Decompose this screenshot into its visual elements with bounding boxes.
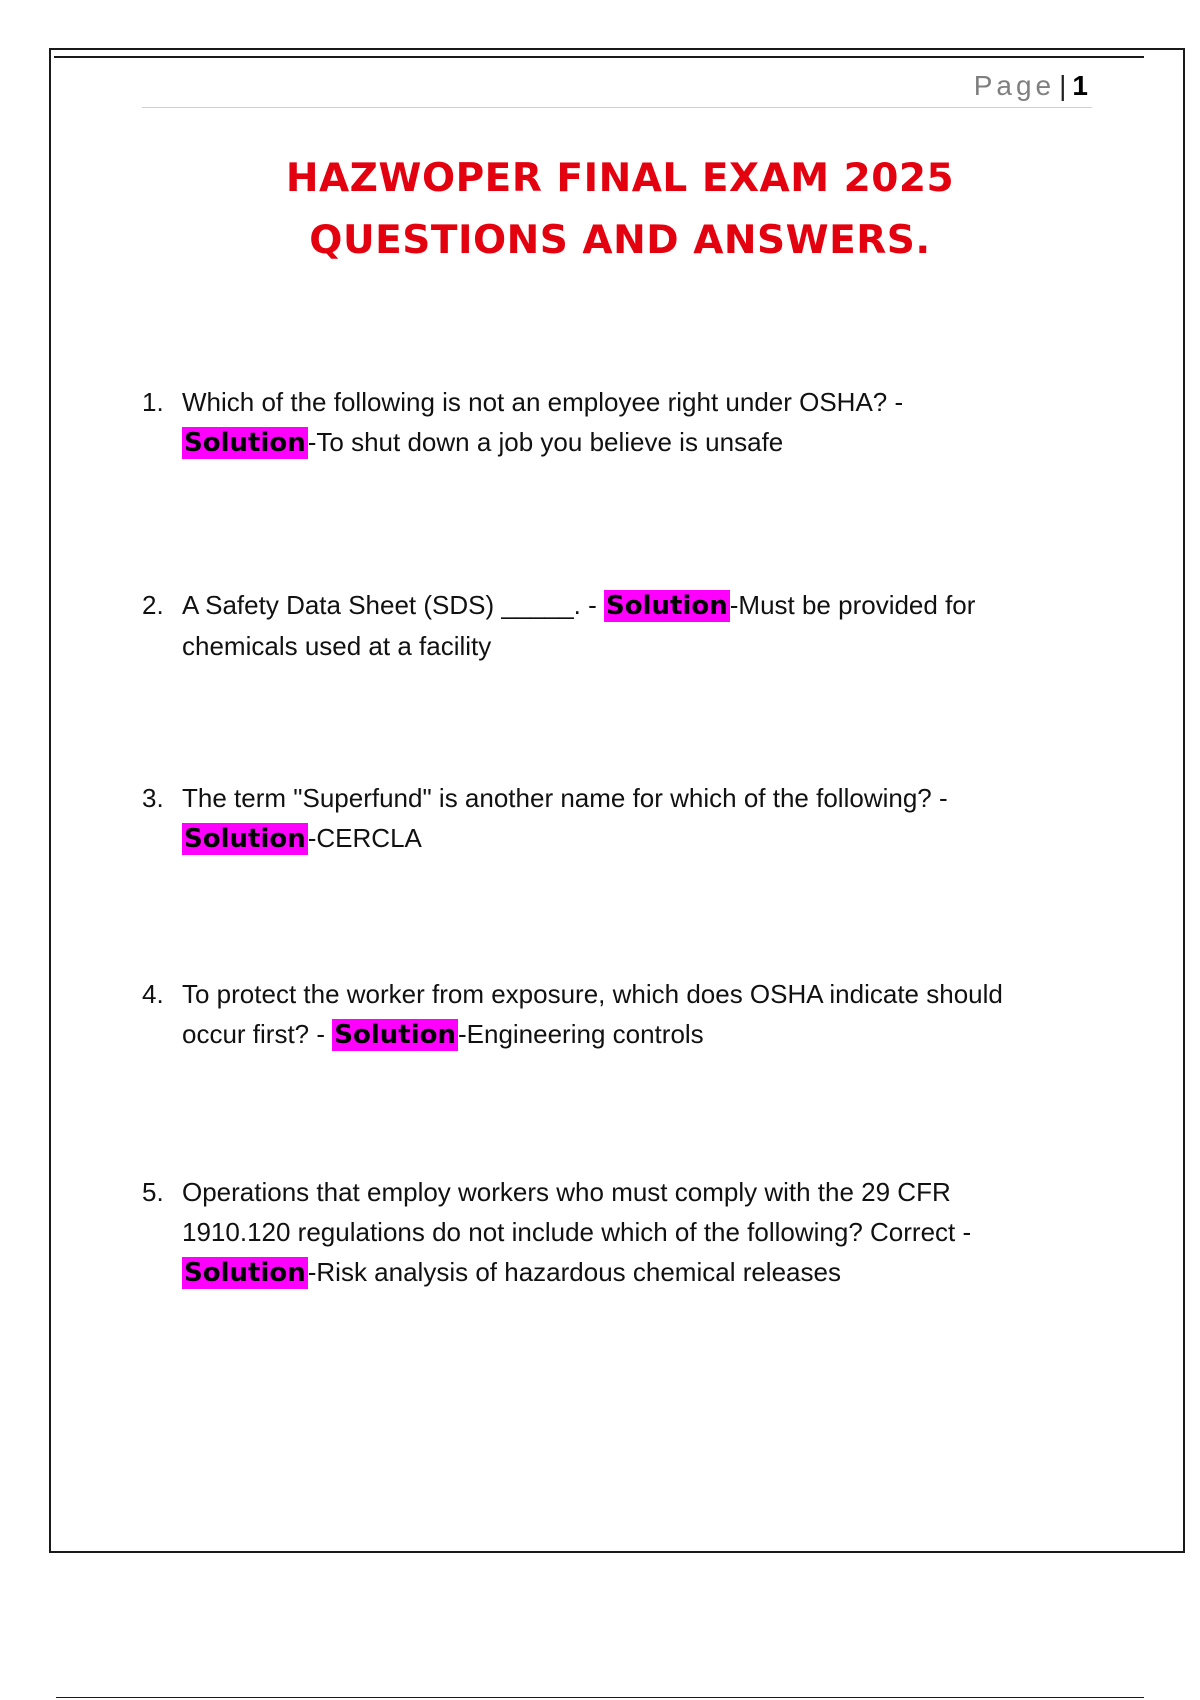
- solution-label: Solution: [184, 1258, 306, 1288]
- solution-label: Solution: [606, 591, 728, 621]
- question-item: [142, 1172, 1122, 1293]
- question-text-part: A Safety Data Sheet (SDS) _____. -: [182, 590, 605, 620]
- question-text: [182, 585, 1122, 666]
- answer-text: -Risk analysis of hazardous chemical releases: [307, 1257, 841, 1287]
- question-line: 1910.120 regulations do not include which of the following? Correct -: [182, 1217, 972, 1247]
- header-rule: [142, 107, 1092, 108]
- question-line: To protect the worker from exposure, which does OSHA indicate should: [182, 979, 1003, 1009]
- solution-label: Solution: [184, 824, 306, 854]
- page-number: 1: [1072, 70, 1088, 101]
- answer-line: [182, 1252, 1122, 1293]
- question-number: 1.: [142, 387, 164, 417]
- page-word: Page: [973, 70, 1056, 101]
- document-title: [140, 148, 1100, 272]
- question-text-part: occur first? -: [182, 1019, 333, 1049]
- answer-text: -Engineering controls: [457, 1019, 704, 1049]
- top-rule: [54, 56, 1144, 58]
- question-item: [142, 974, 1122, 1055]
- answer-line: chemicals used at a facility: [182, 631, 492, 661]
- question-text: [182, 1172, 1122, 1293]
- question-number: 2.: [142, 590, 164, 620]
- question-item: [142, 382, 1122, 463]
- question-text: [182, 778, 1122, 859]
- solution-label: Solution: [334, 1020, 456, 1050]
- question-item: [142, 585, 1122, 666]
- answer-line: [182, 1014, 1122, 1055]
- answer-line: [182, 818, 1122, 859]
- answer-text: -Must be provided for: [729, 590, 976, 620]
- title-line-1: HAZWOPER FINAL EXAM 2025: [285, 156, 955, 201]
- title-line-2: QUESTIONS AND ANSWERS.: [309, 218, 931, 263]
- solution-label: Solution: [184, 428, 306, 458]
- question-line: Operations that employ workers who must comply with the 29 CFR: [182, 1177, 951, 1207]
- answer-text: -To shut down a job you believe is unsafe: [307, 427, 784, 457]
- question-number: 3.: [142, 783, 164, 813]
- question-text: [182, 974, 1122, 1055]
- question-number: 5.: [142, 1177, 164, 1207]
- answer-line: [182, 422, 1122, 463]
- question-line: [182, 585, 1122, 626]
- question-item: [142, 778, 1122, 859]
- bottom-rule: [56, 1697, 1144, 1698]
- question-line: Which of the following is not an employee right under OSHA? -: [182, 387, 904, 417]
- page-number-header: [974, 70, 1088, 102]
- question-line: The term "Superfund" is another name for which of the following? -: [182, 783, 948, 813]
- page-separator: |: [1059, 70, 1067, 101]
- question-text: [182, 382, 1122, 463]
- answer-text: -CERCLA: [307, 823, 422, 853]
- question-number: 4.: [142, 979, 164, 1009]
